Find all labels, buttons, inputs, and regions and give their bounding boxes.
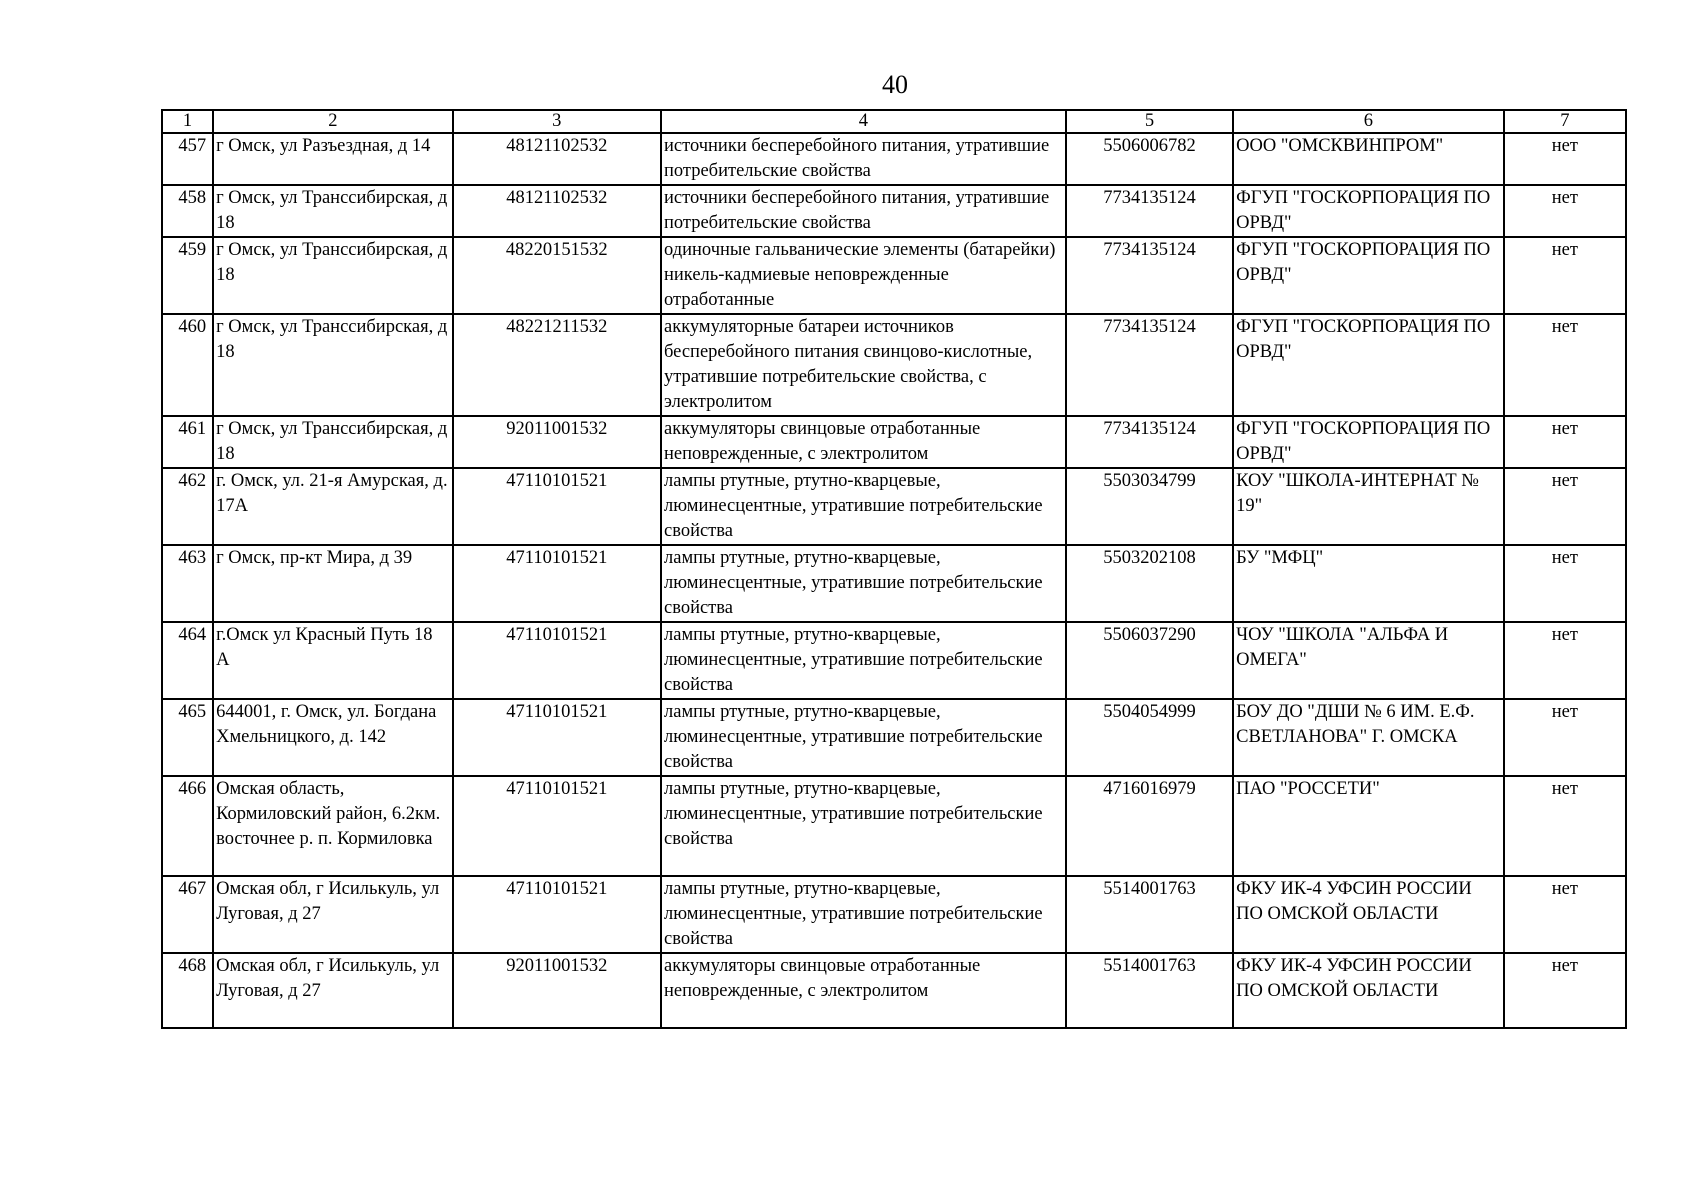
waste-registry-table bbox=[161, 109, 1627, 1029]
flag-cell: нет bbox=[1504, 953, 1626, 1028]
inn-cell: 7734135124 bbox=[1066, 185, 1233, 237]
column-header: 3 bbox=[453, 110, 661, 133]
table-row bbox=[162, 953, 1626, 1028]
row-number: 463 bbox=[162, 545, 213, 622]
address-cell: г Омск, пр-кт Мира, д 39 bbox=[213, 545, 452, 622]
table-row bbox=[162, 468, 1626, 545]
organization-cell: ФГУП "ГОСКОРПОРАЦИЯ ПО ОРВД" bbox=[1233, 185, 1504, 237]
waste-code-cell: 47110101521 bbox=[453, 699, 661, 776]
row-number: 464 bbox=[162, 622, 213, 699]
waste-name-cell: лампы ртутные, ртутно-кварцевые, люминесцентные, утратившие потребительские свойства bbox=[661, 468, 1066, 545]
flag-cell: нет bbox=[1504, 622, 1626, 699]
organization-cell: КОУ "ШКОЛА-ИНТЕРНАТ № 19" bbox=[1233, 468, 1504, 545]
organization-cell: ЧОУ "ШКОЛА "АЛЬФА И ОМЕГА" bbox=[1233, 622, 1504, 699]
inn-cell: 7734135124 bbox=[1066, 416, 1233, 468]
address-cell: г Омск, ул Транссибирская, д 18 bbox=[213, 314, 452, 416]
waste-name-cell: лампы ртутные, ртутно-кварцевые, люминесцентные, утратившие потребительские свойства bbox=[661, 776, 1066, 876]
flag-cell: нет bbox=[1504, 876, 1626, 953]
organization-cell: ФКУ ИК-4 УФСИН РОССИИ ПО ОМСКОЙ ОБЛАСТИ bbox=[1233, 953, 1504, 1028]
inn-cell: 7734135124 bbox=[1066, 314, 1233, 416]
inn-cell: 5506037290 bbox=[1066, 622, 1233, 699]
flag-cell: нет bbox=[1504, 237, 1626, 314]
flag-cell: нет bbox=[1504, 314, 1626, 416]
waste-code-cell: 47110101521 bbox=[453, 876, 661, 953]
waste-code-cell: 92011001532 bbox=[453, 953, 661, 1028]
organization-cell: ФГУП "ГОСКОРПОРАЦИЯ ПО ОРВД" bbox=[1233, 237, 1504, 314]
flag-cell: нет bbox=[1504, 776, 1626, 876]
inn-cell: 5503034799 bbox=[1066, 468, 1233, 545]
address-cell: г Омск, ул Транссибирская, д 18 bbox=[213, 237, 452, 314]
waste-code-cell: 48221211532 bbox=[453, 314, 661, 416]
table-row bbox=[162, 776, 1626, 876]
waste-code-cell: 48121102532 bbox=[453, 185, 661, 237]
table-row bbox=[162, 185, 1626, 237]
organization-cell: БОУ ДО "ДШИ № 6 ИМ. Е.Ф. СВЕТЛАНОВА" Г. ОМСКА bbox=[1233, 699, 1504, 776]
waste-code-cell: 47110101521 bbox=[453, 468, 661, 545]
organization-cell: ФГУП "ГОСКОРПОРАЦИЯ ПО ОРВД" bbox=[1233, 416, 1504, 468]
waste-code-cell: 48121102532 bbox=[453, 133, 661, 185]
address-cell: г.Омск ул Красный Путь 18 А bbox=[213, 622, 452, 699]
inn-cell: 4716016979 bbox=[1066, 776, 1233, 876]
column-header: 5 bbox=[1066, 110, 1233, 133]
row-number: 466 bbox=[162, 776, 213, 876]
column-header: 6 bbox=[1233, 110, 1504, 133]
table-row bbox=[162, 416, 1626, 468]
row-number: 462 bbox=[162, 468, 213, 545]
flag-cell: нет bbox=[1504, 133, 1626, 185]
table-row bbox=[162, 314, 1626, 416]
header-row bbox=[162, 110, 1626, 133]
waste-name-cell: лампы ртутные, ртутно-кварцевые, люминесцентные, утратившие потребительские свойства bbox=[661, 545, 1066, 622]
waste-code-cell: 47110101521 bbox=[453, 622, 661, 699]
row-number: 458 bbox=[162, 185, 213, 237]
column-header: 7 bbox=[1504, 110, 1626, 133]
address-cell: 644001, г. Омск, ул. Богдана Хмельницкого, д. 142 bbox=[213, 699, 452, 776]
table-row bbox=[162, 876, 1626, 953]
flag-cell: нет bbox=[1504, 185, 1626, 237]
flag-cell: нет bbox=[1504, 545, 1626, 622]
organization-cell: БУ "МФЦ" bbox=[1233, 545, 1504, 622]
table-row bbox=[162, 622, 1626, 699]
inn-cell: 5504054999 bbox=[1066, 699, 1233, 776]
waste-code-cell: 92011001532 bbox=[453, 416, 661, 468]
inn-cell: 5503202108 bbox=[1066, 545, 1233, 622]
waste-name-cell: лампы ртутные, ртутно-кварцевые, люминесцентные, утратившие потребительские свойства bbox=[661, 876, 1066, 953]
address-cell: Омская область, Кормиловский район, 6.2км. восточнее р. п. Кормиловка bbox=[213, 776, 452, 876]
waste-name-cell: лампы ртутные, ртутно-кварцевые, люминесцентные, утратившие потребительские свойства bbox=[661, 699, 1066, 776]
row-number: 457 bbox=[162, 133, 213, 185]
organization-cell: ООО "ОМСКВИНПРОМ" bbox=[1233, 133, 1504, 185]
page-number: 40 bbox=[882, 70, 908, 99]
organization-cell: ПАО "РОССЕТИ" bbox=[1233, 776, 1504, 876]
table-row bbox=[162, 133, 1626, 185]
organization-cell: ФГУП "ГОСКОРПОРАЦИЯ ПО ОРВД" bbox=[1233, 314, 1504, 416]
flag-cell: нет bbox=[1504, 416, 1626, 468]
organization-cell: ФКУ ИК-4 УФСИН РОССИИ ПО ОМСКОЙ ОБЛАСТИ bbox=[1233, 876, 1504, 953]
row-number: 461 bbox=[162, 416, 213, 468]
column-header: 1 bbox=[162, 110, 213, 133]
table-row bbox=[162, 545, 1626, 622]
waste-code-cell: 47110101521 bbox=[453, 545, 661, 622]
row-number: 467 bbox=[162, 876, 213, 953]
waste-name-cell: источники бесперебойного питания, утратившие потребительские свойства bbox=[661, 133, 1066, 185]
waste-name-cell: аккумуляторы свинцовые отработанные неповрежденные, с электролитом bbox=[661, 953, 1066, 1028]
row-number: 465 bbox=[162, 699, 213, 776]
row-number: 459 bbox=[162, 237, 213, 314]
inn-cell: 5514001763 bbox=[1066, 876, 1233, 953]
row-number: 460 bbox=[162, 314, 213, 416]
waste-name-cell: аккумуляторные батареи источников бесперебойного питания свинцово-кислотные, утратившие потребительские свойства, с электролитом bbox=[661, 314, 1066, 416]
address-cell: г Омск, ул Транссибирская, д 18 bbox=[213, 185, 452, 237]
address-cell: г. Омск, ул. 21-я Амурская, д. 17А bbox=[213, 468, 452, 545]
table-row bbox=[162, 237, 1626, 314]
flag-cell: нет bbox=[1504, 699, 1626, 776]
waste-name-cell: одиночные гальванические элементы (батарейки) никель-кадмиевые неповрежденные отработанные bbox=[661, 237, 1066, 314]
waste-name-cell: аккумуляторы свинцовые отработанные неповрежденные, с электролитом bbox=[661, 416, 1066, 468]
flag-cell: нет bbox=[1504, 468, 1626, 545]
table-row bbox=[162, 699, 1626, 776]
address-cell: г Омск, ул Транссибирская, д 18 bbox=[213, 416, 452, 468]
column-header: 4 bbox=[661, 110, 1066, 133]
inn-cell: 7734135124 bbox=[1066, 237, 1233, 314]
row-number: 468 bbox=[162, 953, 213, 1028]
waste-name-cell: лампы ртутные, ртутно-кварцевые, люминесцентные, утратившие потребительские свойства bbox=[661, 622, 1066, 699]
address-cell: Омская обл, г Исилькуль, ул Луговая, д 27 bbox=[213, 876, 452, 953]
waste-name-cell: источники бесперебойного питания, утратившие потребительские свойства bbox=[661, 185, 1066, 237]
inn-cell: 5514001763 bbox=[1066, 953, 1233, 1028]
column-header: 2 bbox=[213, 110, 452, 133]
address-cell: г Омск, ул Разъездная, д 14 bbox=[213, 133, 452, 185]
waste-code-cell: 48220151532 bbox=[453, 237, 661, 314]
inn-cell: 5506006782 bbox=[1066, 133, 1233, 185]
address-cell: Омская обл, г Исилькуль, ул Луговая, д 27 bbox=[213, 953, 452, 1028]
waste-code-cell: 47110101521 bbox=[453, 776, 661, 876]
